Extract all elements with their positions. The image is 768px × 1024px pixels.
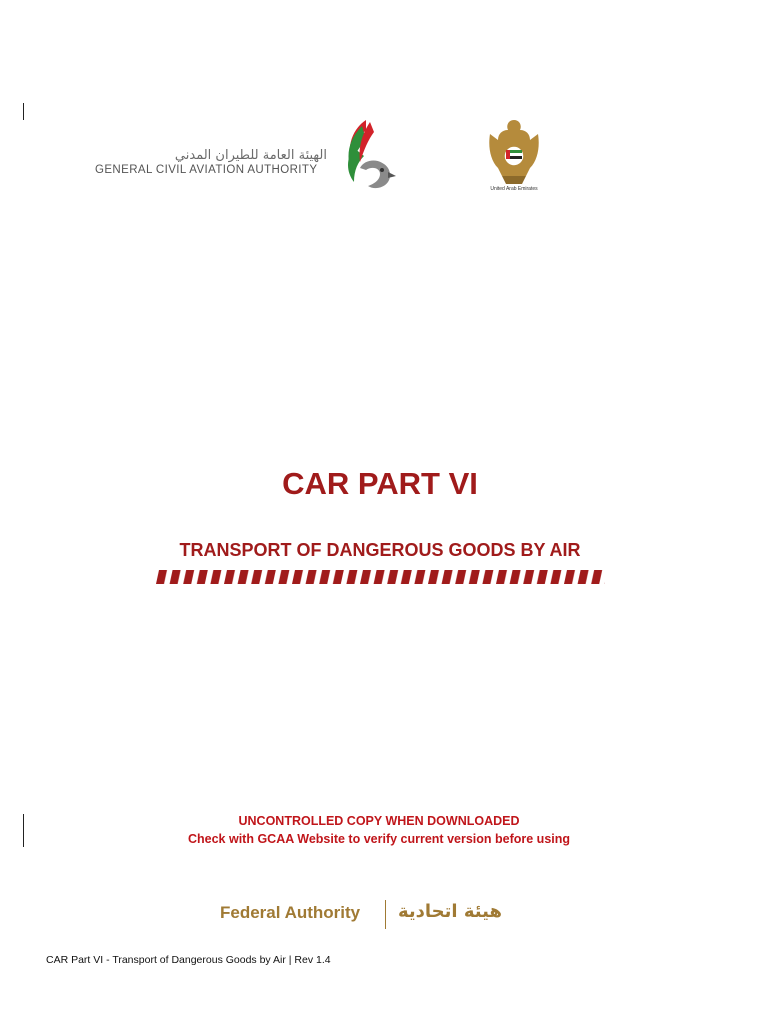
federal-authority-english: Federal Authority	[220, 903, 361, 922]
gcaa-english-name: GENERAL CIVIL AVIATION AUTHORITY	[95, 164, 318, 176]
federal-authority-divider	[385, 900, 386, 929]
emblem-caption: United Arab Emirates	[490, 186, 538, 192]
uncontrolled-copy-notice: UNCONTROLLED COPY WHEN DOWNLOADED	[238, 814, 520, 828]
decorative-dash-rule	[156, 569, 605, 585]
gcaa-arabic-name: الهيئة العامة للطيران المدني	[174, 148, 327, 163]
header-logos	[90, 112, 550, 202]
gcaa-falcon-logo-icon	[340, 118, 398, 194]
federal-authority-arabic: هيئة اتحادية	[398, 901, 502, 922]
document-title: CAR PART VI	[282, 466, 478, 501]
document-subtitle: TRANSPORT OF DANGEROUS GOODS BY AIR	[179, 540, 581, 560]
page-footer: CAR Part VI - Transport of Dangerous Goods by Air | Rev 1.4	[46, 954, 331, 966]
verify-version-notice: Check with GCAA Website to verify current version before using	[187, 832, 571, 846]
margin-mark-top	[23, 103, 24, 120]
